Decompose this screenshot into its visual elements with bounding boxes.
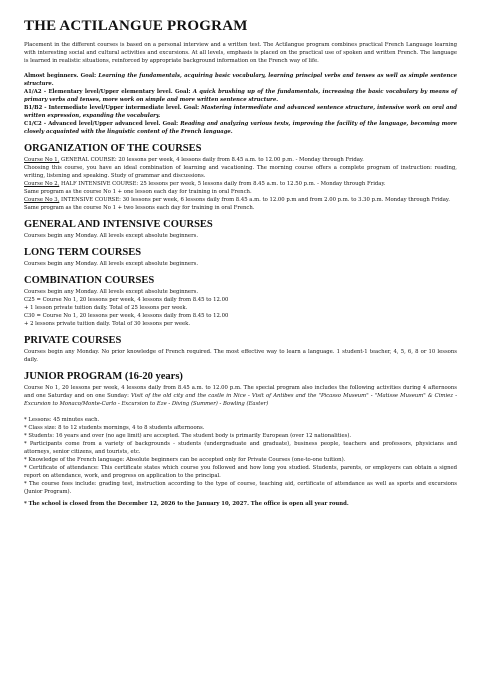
course-1-note: Choosing this course, you have an ideal combination of learning and vacationing. The morning course offers a complete program of instruction: reading, writing, listening and speaking. Study of grammar and discussions. — [24, 165, 457, 179]
intro-paragraph: Placement in the different courses is based on a personal interview and a written test. The Actilangue program combines practical French Language learning with interesting social and cultural activities and excursions. At all levels, emphasis is placed on the practical use of spoken and written French. The language is learned in realistic situations, reinforced by appropriate background information on the French way of life. — [24, 42, 457, 64]
note-item: * Participants come from a variety of backgrounds - students (undergraduate and graduate), business people, teachers and professors, physicians and attorneys, senior citizens, and tourists, etc. — [24, 441, 457, 455]
course-2-note: Same program as the course No 1 + one lesson each day for training in oral French. — [24, 189, 252, 195]
combination-line: Courses begin any Monday. All levels except absolute beginners. — [24, 289, 199, 295]
private-text: Courses begin any Monday. No prior knowledge of French required. The most effective way to learn a language. 1 student-1 teacher, 4, 5, 6, 8 or 10 lessons daily. — [24, 349, 457, 363]
long-term-text: Courses begin any Monday. All levels except absolute beginners. — [24, 261, 199, 267]
levels-list — [24, 72, 457, 136]
long-term-heading: LONG TERM COURSES — [24, 247, 142, 258]
course-3-note: Same program as the course No 1 + two lessons each day for training in oral French. — [24, 205, 255, 211]
organization-heading: ORGANIZATION OF THE COURSES — [24, 143, 202, 154]
course-3-line: Course No 3, INTENSIVE COURSE: 30 lessons per week, 6 lessons daily from 8.45 a.m. to 12.00 p.m and from 2.00 p.m. to 3.30 p.m. Monday through Friday. — [24, 197, 450, 203]
combination-lines — [24, 288, 457, 328]
note-item: * Knowledge of the French language: Absolute beginners can be accepted only for Private Courses (one-to-one tuition). — [24, 457, 346, 463]
private-heading: PRIVATE COURSES — [24, 335, 122, 346]
note-item: * The course fees include: grading test, instruction according to the type of course, teaching aid, certificate of attendance as well as sports and excursions (Junior Program). — [24, 481, 457, 495]
combination-line: C30 = Course No 1, 20 lessons per week, 4 lessons daily from 8.45 to 12.00 — [24, 313, 229, 319]
combination-line: C25 = Course No 1, 20 lessons per week, 4 lessons daily from 8.45 to 12.00 — [24, 297, 229, 303]
notes-list — [24, 416, 457, 496]
general-courses-heading: GENERAL AND INTENSIVE COURSES — [24, 219, 213, 230]
note-item: * Lessons: 45 minutes each. — [24, 417, 100, 423]
page-title: THE ACTILANGUE PROGRAM — [24, 18, 248, 34]
note-item: * Certificate of attendance: This certificate states which course you followed and how long you studied. Students, parents, or employers can obtain a signed report on attendance, work, and progress on application to the principal. — [24, 465, 457, 479]
note-item: * Students: 16 years and over (no age limit) are accepted. The student body is primarily European (over 12 nationalities). — [24, 433, 352, 439]
level-item: B1/B2 - Intermediate level/Upper intermediate level. Goal: Mastering intermediate and advanced sentence structure, intensive work on oral and written expression, expanding the vocabulary. — [24, 105, 457, 119]
combination-heading: COMBINATION COURSES — [24, 275, 155, 286]
combination-line: + 1 lesson private tuition daily. Total of 25 lessons per week. — [24, 305, 188, 311]
level-item: A1/A2 - Elementary level/Upper elementary level. Goal: A quick brushing up of the fundamentals, increasing the basic vocabulary by means of primary verbs and tenses, more work on simple and more written sentence structure. — [24, 89, 457, 103]
combination-line: + 2 lessons private tuition daily. Total of 30 lessons per week. — [24, 321, 191, 327]
course-1-line: Course No 1, GENERAL COURSE: 20 lessons per week, 4 lessons daily from 8.45 a.m. to 12.00 p.m. - Monday through Friday. — [24, 157, 364, 163]
note-item: * Class size: 8 to 12 students mornings, 4 to 8 students afternoons. — [24, 425, 205, 431]
school-closed-note: * The school is closed from the December 12, 2026 to the January 10, 2027. The office is open all year round. — [24, 501, 349, 507]
course-2-line: Course No 2, HALF INTENSIVE COURSE: 25 lessons per week, 5 lessons daily from 8.45 a.m. to 12.50 p.m. - Monday through Friday. — [24, 181, 386, 187]
junior-heading: JUNIOR PROGRAM (16-20 years) — [24, 371, 183, 382]
level-item: C1/C2 - Advanced level/Upper advanced level. Goal: Reading and analyzing various texts, improving the facility of the language, becoming more closely acquainted with the linguistic content of the French language. — [24, 121, 457, 135]
level-item: Almost beginners. Goal: Learning the fundamentals, acquiring basic vocabulary, learning principal verbs and tenses as well as simple sentence structure. — [24, 73, 458, 87]
junior-text: Course No 1, 20 lessons per week, 4 lessons daily from 8.45 a.m. to 12.00 p.m. The special program also includes the following activities during 4 afternoons and one Saturday and on one Sunday: Visit of the old city and the castle in Nice - Visit of Antibes and the "Picasso Museum" - "Matisse Museum" & Cimiez - Excursion to Monaco/Monte-Carlo - Excursion to Eze - Diving (Summer) - Bowling (Easter) — [24, 385, 457, 407]
general-courses-text: Courses begin any Monday. All levels except absolute beginners. — [24, 233, 199, 239]
